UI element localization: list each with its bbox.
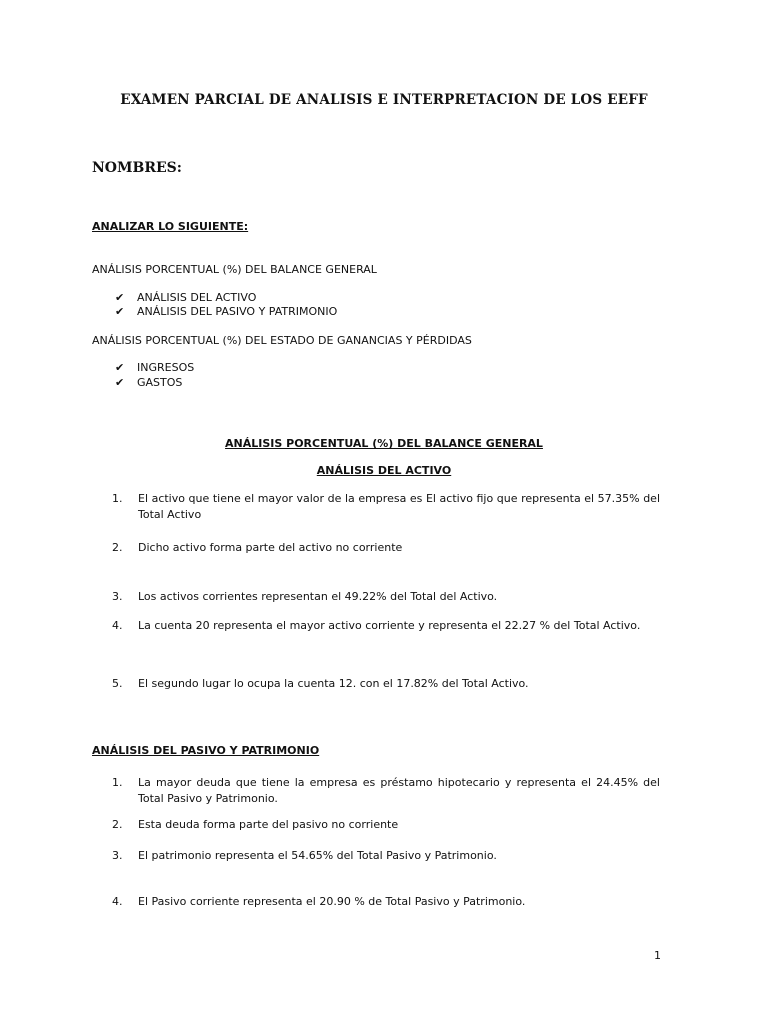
item-text: El segundo lugar lo ocupa la cuenta 12. con el 17.82% del Total Activo.	[138, 677, 529, 690]
item-number: 1.	[112, 776, 123, 789]
item-number: 4.	[112, 895, 123, 908]
item-number: 2.	[112, 541, 123, 554]
page-number: 1	[654, 949, 661, 962]
bullet-label: GASTOS	[137, 376, 183, 389]
item-text: Esta deuda forma parte del pasivo no corriente	[138, 818, 399, 831]
document-title: EXAMEN PARCIAL DE ANALISIS E INTERPRETACION DE LOS EEFF	[120, 92, 648, 108]
check-icon: ✔	[115, 291, 125, 304]
analizar-heading: ANALIZAR LO SIGUIENTE:	[92, 220, 249, 233]
bullet-label: ANÁLISIS DEL PASIVO Y PATRIMONIO	[137, 305, 338, 318]
balance-section-heading: ANÁLISIS PORCENTUAL (%) DEL BALANCE GENERAL	[225, 437, 543, 450]
item-number: 3.	[112, 590, 123, 603]
item-text: Dicho activo forma parte del activo no corriente	[138, 541, 403, 554]
item-text: El activo que tiene el mayor valor de la empresa es El activo fijo que representa el 57.35% del Total Activo	[138, 492, 660, 521]
item-number: 3.	[112, 849, 123, 862]
item-text: El patrimonio representa el 54.65% del Total Pasivo y Patrimonio.	[138, 849, 497, 862]
item-number: 4.	[112, 619, 123, 632]
bullet-item	[115, 305, 337, 318]
bullet-item	[115, 361, 194, 374]
check-icon: ✔	[115, 376, 125, 389]
item-text: La mayor deuda que tiene la empresa es préstamo hipotecario y representa el 24.45% del Total Pasivo y Patrimonio.	[138, 776, 660, 805]
activo-section-heading: ANÁLISIS DEL ACTIVO	[316, 464, 452, 477]
bullet-label: ANÁLISIS DEL ACTIVO	[137, 291, 257, 304]
intro-heading-ganancias: ANÁLISIS PORCENTUAL (%) DEL ESTADO DE GANANCIAS Y PÉRDIDAS	[92, 334, 472, 347]
item-text: Los activos corrientes representan el 49.22% del Total del Activo.	[138, 590, 498, 603]
item-number: 1.	[112, 492, 123, 505]
item-number: 2.	[112, 818, 123, 831]
check-icon: ✔	[115, 361, 125, 374]
bullet-label: INGRESOS	[137, 361, 195, 374]
item-text: La cuenta 20 representa el mayor activo corriente y representa el 22.27 % del Total Activo.	[138, 619, 641, 632]
bullet-item	[115, 291, 256, 304]
nombres-label: NOMBRES:	[92, 160, 182, 176]
check-icon: ✔	[115, 305, 125, 318]
item-number: 5.	[112, 677, 123, 690]
bullet-item	[115, 376, 182, 389]
intro-heading-balance: ANÁLISIS PORCENTUAL (%) DEL BALANCE GENERAL	[92, 263, 377, 276]
item-text: El Pasivo corriente representa el 20.90 % de Total Pasivo y Patrimonio.	[138, 895, 526, 908]
pasivo-section-heading: ANÁLISIS DEL PASIVO Y PATRIMONIO	[92, 744, 320, 757]
